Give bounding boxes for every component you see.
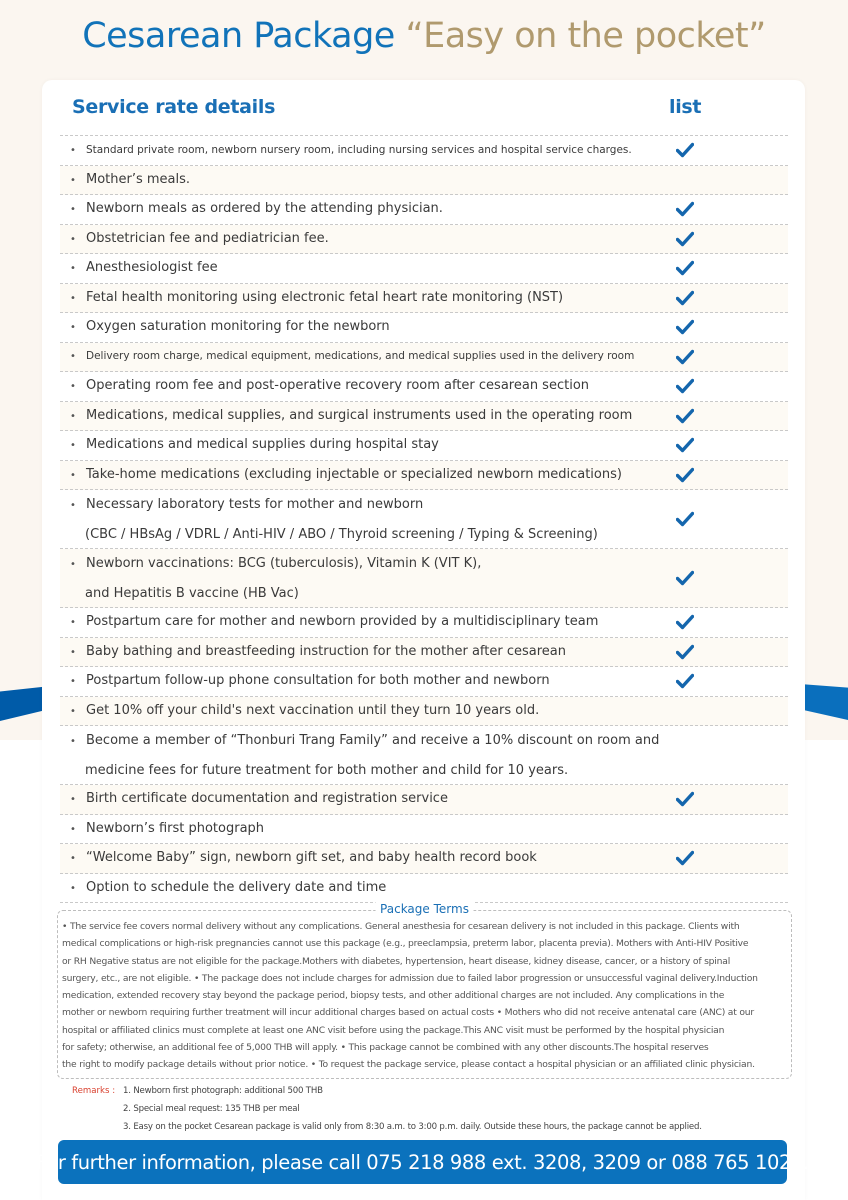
service-line: Postpartum care for mother and newborn provided by a multidisciplinary team bbox=[86, 614, 599, 630]
service-line: Birth certificate documentation and registration service bbox=[86, 791, 448, 807]
service-row-text bbox=[60, 666, 670, 696]
checkmark-icon bbox=[676, 511, 694, 527]
remark-item: 1. Newborn first photograph: additional 500 THB bbox=[123, 1086, 323, 1096]
service-row-text bbox=[60, 430, 670, 460]
checkmark-icon bbox=[676, 201, 694, 217]
checkmark-icon bbox=[676, 644, 694, 660]
checkmark-icon bbox=[676, 319, 694, 335]
service-row bbox=[60, 372, 788, 402]
service-row bbox=[60, 490, 788, 549]
title-package-name: Cesarean Package bbox=[82, 16, 406, 56]
service-row-text bbox=[60, 283, 670, 313]
bullet-icon: • bbox=[70, 351, 76, 363]
service-line: Baby bathing and breastfeeding instruction for the mother after cesarean bbox=[86, 643, 566, 659]
checkmark-icon bbox=[676, 260, 694, 276]
service-line: Medications, medical supplies, and surgical instruments used in the operating room bbox=[86, 407, 633, 423]
remark-item: 2. Special meal request: 135 THB per meal bbox=[123, 1104, 300, 1114]
contact-banner bbox=[36, 1140, 809, 1184]
service-line: Newborn vaccinations: BCG (tuberculosis), Vitamin K (VIT K), bbox=[86, 555, 482, 571]
bullet-icon: • bbox=[70, 292, 76, 304]
checkmark-icon bbox=[676, 290, 694, 306]
service-row bbox=[60, 549, 788, 608]
service-row-text bbox=[60, 843, 670, 873]
terms-line: medication, extended recovery stay beyond the package period, biopsy tests, and other additional charges are not included. Any complications in the bbox=[62, 990, 725, 1002]
terms-line: medical complications or high-risk pregnancies cannot use this package (e.g., preeclampsia, preterm labor, placenta previa). Mothers with Anti-HIV Positive bbox=[62, 938, 749, 950]
service-row-text bbox=[60, 460, 670, 490]
bullet-icon: • bbox=[70, 174, 76, 186]
column-header-list: list bbox=[669, 96, 702, 118]
service-line: Newborn’s first photograph bbox=[86, 820, 265, 836]
bullet-icon: • bbox=[70, 322, 76, 334]
service-line: Delivery room charge, medical equipment, medications, and medical supplies used in the delivery room bbox=[86, 350, 635, 363]
service-line: “Welcome Baby” sign, newborn gift set, and baby health record book bbox=[86, 850, 537, 866]
service-row bbox=[60, 431, 788, 461]
bullet-icon: • bbox=[70, 469, 76, 481]
bullet-icon: • bbox=[70, 263, 76, 275]
checkmark-icon bbox=[676, 378, 694, 394]
service-row bbox=[60, 284, 788, 314]
service-row-text bbox=[60, 607, 670, 637]
checkmark-icon bbox=[676, 437, 694, 453]
service-row bbox=[60, 785, 788, 815]
bullet-icon: • bbox=[70, 882, 76, 894]
service-rate-list bbox=[60, 135, 788, 903]
service-row bbox=[60, 254, 788, 284]
service-line: Standard private room, newborn nursery room, including nursing services and hospital service charges. bbox=[86, 143, 632, 156]
service-row-text bbox=[60, 342, 670, 371]
service-line: Take-home medications (excluding injectable or specialized newborn medications) bbox=[86, 466, 622, 482]
bullet-icon: • bbox=[70, 617, 76, 629]
bullet-icon: • bbox=[70, 735, 76, 747]
package-terms-title: Package Terms bbox=[375, 902, 474, 916]
terms-line: for safety; otherwise, an additional fee of 5,000 THB will apply. • This package cannot be combined with any other discounts.The hospital reserves bbox=[62, 1042, 709, 1054]
remarks-label: Remarks : bbox=[72, 1086, 116, 1096]
service-row-text bbox=[60, 490, 670, 549]
title-slogan: “Easy on the pocket” bbox=[405, 16, 766, 56]
bullet-icon: • bbox=[70, 204, 76, 216]
service-line: Postpartum follow-up phone consultation for both mother and newborn bbox=[86, 673, 550, 689]
service-line: Anesthesiologist fee bbox=[86, 260, 218, 276]
checkmark-icon bbox=[676, 570, 694, 586]
service-line: medicine fees for future treatment for both mother and child for 10 years. bbox=[85, 762, 569, 778]
service-row bbox=[60, 815, 788, 845]
checkmark-icon bbox=[676, 614, 694, 630]
service-row bbox=[60, 166, 788, 196]
bullet-icon: • bbox=[70, 853, 76, 865]
service-row bbox=[60, 638, 788, 668]
service-row bbox=[60, 402, 788, 432]
checkmark-icon bbox=[676, 142, 694, 158]
service-row-text bbox=[60, 873, 670, 903]
terms-line: mother or newborn requiring further treatment will incur additional charges based on actual costs • Mothers who did not receive antenatal care (ANC) at our bbox=[62, 1007, 754, 1019]
service-row bbox=[60, 225, 788, 255]
terms-line: hospital or affiliated clinics must complete at least one ANC visit before using the package.This ANC visit must be performed by the hospital physician bbox=[62, 1024, 725, 1036]
service-line: Get 10% off your child's next vaccination until they turn 10 years old. bbox=[86, 702, 540, 718]
service-line: Newborn meals as ordered by the attending physician. bbox=[86, 201, 443, 217]
service-line: Medications and medical supplies during hospital stay bbox=[86, 437, 439, 453]
terms-line: or RH Negative status are not eligible for the package.Mothers with diabetes, hypertension, heart disease, kidney disease, cancer, or a history of spinal bbox=[62, 955, 731, 967]
bullet-icon: • bbox=[70, 794, 76, 806]
service-line: Fetal health monitoring using electronic fetal heart rate monitoring (NST) bbox=[86, 289, 564, 305]
service-row-text bbox=[60, 549, 670, 608]
service-row bbox=[60, 726, 788, 785]
service-row-text bbox=[60, 637, 670, 667]
checkmark-icon bbox=[676, 850, 694, 866]
service-row bbox=[60, 461, 788, 491]
bullet-icon: • bbox=[70, 676, 76, 688]
service-row bbox=[60, 136, 788, 166]
service-row bbox=[60, 313, 788, 343]
service-row bbox=[60, 195, 788, 225]
column-header-service: Service rate details bbox=[72, 96, 276, 118]
service-row-text bbox=[60, 371, 670, 401]
bullet-icon: • bbox=[70, 381, 76, 393]
service-row bbox=[60, 608, 788, 638]
service-line: and Hepatitis B vaccine (HB Vac) bbox=[85, 585, 299, 601]
bullet-icon: • bbox=[70, 233, 76, 245]
package-terms-box bbox=[57, 902, 792, 1079]
checkmark-icon bbox=[676, 467, 694, 483]
terms-line: the right to modify package details without prior notice. • To request the package service, please contact a hospital physician or an affiliated clinic physician. bbox=[62, 1059, 755, 1071]
page-title bbox=[0, 16, 848, 56]
package-terms-text bbox=[62, 918, 790, 1074]
service-line: Operating room fee and post-operative recovery room after cesarean section bbox=[86, 378, 590, 394]
checkmark-icon bbox=[676, 673, 694, 689]
service-line: Obstetrician fee and pediatrician fee. bbox=[86, 230, 329, 246]
bullet-icon: • bbox=[70, 705, 76, 717]
service-row-text bbox=[60, 194, 670, 224]
service-row bbox=[60, 844, 788, 874]
service-row-text bbox=[60, 726, 670, 785]
service-line: Mother’s meals. bbox=[86, 171, 191, 187]
service-line: Necessary laboratory tests for mother and newborn bbox=[86, 496, 424, 512]
checkmark-icon bbox=[676, 408, 694, 424]
remark-item: 3. Easy on the pocket Cesarean package is valid only from 8:30 a.m. to 3:00 p.m. daily. Outside these hours, the package cannot be applied. bbox=[123, 1122, 702, 1132]
contact-text: For further information, please call 075 218 988 ext. 3208, 3209 or 088 765 1027. bbox=[36, 1150, 809, 1174]
service-row-text bbox=[60, 136, 670, 165]
remarks bbox=[72, 1082, 702, 1136]
service-row-text bbox=[60, 165, 670, 195]
terms-line: surgery, etc., are not eligible. • The package does not include charges for admission due to failed labor progression or unsuccessful vaginal delivery.Induction bbox=[62, 972, 758, 984]
bullet-icon: • bbox=[70, 144, 76, 156]
service-row-text bbox=[60, 312, 670, 342]
bullet-icon: • bbox=[70, 823, 76, 835]
bullet-icon: • bbox=[70, 410, 76, 422]
checkmark-icon bbox=[676, 791, 694, 807]
service-row bbox=[60, 667, 788, 697]
checkmark-icon bbox=[676, 231, 694, 247]
bullet-icon: • bbox=[70, 499, 76, 511]
service-row-text bbox=[60, 814, 670, 844]
service-row bbox=[60, 343, 788, 373]
service-row-text bbox=[60, 696, 670, 726]
bullet-icon: • bbox=[70, 646, 76, 658]
service-line: Oxygen saturation monitoring for the newborn bbox=[86, 319, 390, 335]
service-row-text bbox=[60, 401, 670, 431]
service-row-text bbox=[60, 253, 670, 283]
service-line: (CBC / HBsAg / VDRL / Anti-HIV / ABO / Thyroid screening / Typing & Screening) bbox=[85, 526, 598, 542]
service-row bbox=[60, 874, 788, 904]
checkmark-icon bbox=[676, 349, 694, 365]
service-row bbox=[60, 697, 788, 727]
terms-line: • The service fee covers normal delivery without any complications. General anesthesia for cesarean delivery is not included in this package. Clients with bbox=[62, 921, 740, 932]
bullet-icon: • bbox=[70, 558, 76, 570]
service-line: Option to schedule the delivery date and time bbox=[86, 879, 387, 895]
service-row-text bbox=[60, 224, 670, 254]
bullet-icon: • bbox=[70, 440, 76, 452]
service-row-text bbox=[60, 784, 670, 814]
service-line: Become a member of “Thonburi Trang Family” and receive a 10% discount on room and bbox=[86, 732, 660, 748]
